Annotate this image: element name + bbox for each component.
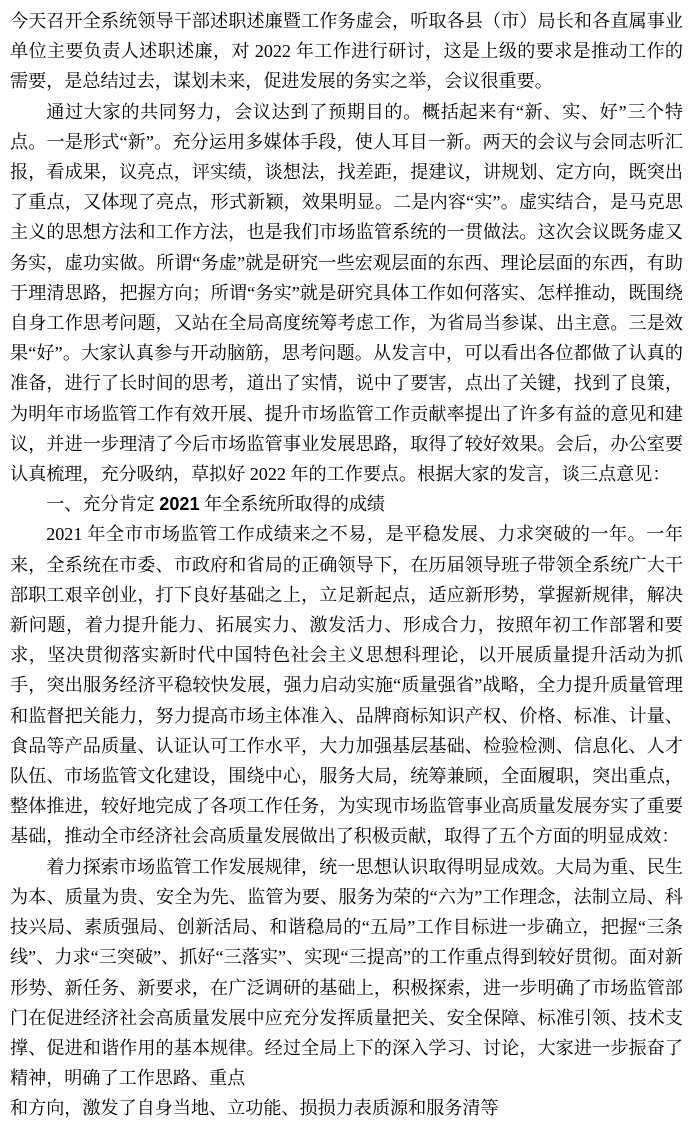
heading-year: 2021 [159,494,200,515]
paragraph-achievement-one: 着力探索市场监管工作发展规律，统一思想认识取得明显成效。大局为重、民生为本、质量为贵、安全为先、监管为要、服务为荣的“六为”工作理念，法制立局、科技兴局、素质强局、创新活局、和谐稳局的“五局”工作目标进一步确立，把握“三条线”、力求“三突破”、抓好“三落实”、实现“三提高”的工作重点得到较好贯彻。面对新形势、新任务、新要求，在广泛调研的基础上，积极探索，进一步明确了市场监管部门在促进经济社会高质量发展中应充分发挥质量把关、安全保障、标准引领、技术支撑、促进和谐作用的基本规律。经过全局上下的深入学习、讨论，大家进一步振奋了精神，明确了工作思路、重点 [10,856,683,1089]
paragraph-opening: 今天召开全系统领导干部述职述廉暨工作务虚会，听取各县（市）局长和各直属事业单位主要负责人述职述廉，对 2022 年工作进行研讨，这是上级的要求是推动工作的需要，是总结过去，谋划未来，促进发展的务实之举，会议很重要。 [10,11,683,92]
heading-suffix: 年全系统所取得的成绩 [199,494,386,515]
paragraph-meeting-summary: 通过大家的共同努力，会议达到了预期目的。概括起来有“新、实、好”三个特点。一是形式“新”。充分运用多媒体手段，使人耳目一新。两天的会议与会同志听汇报，看成果，议亮点，评实绩，谈想法，找差距，提建议，讲规划、定方向，既突出了重点，又体现了亮点，形式新颖，效果明显。二是内容“实”。虚实结合，是马克思主义的思想方法和工作方法，也是我们市场监管系统的一贯做法。这次会议既务虚又务实，虚功实做。所谓“务虚”就是研究一些宏观层面的东西、理论层面的东西，有助于理清思路，把握方向；所谓“务实”就是研究具体工作如何落实、怎样推动，既围绕自身工作思考问题，又站在全局高度统筹考虑工作，为省局当参谋、出主意。三是效果“好”。大家认真参与开动脑筋，思考问题。从发言中，可以看出各位都做了认真的准备，进行了长时间的思考，道出了实情，说中了要害，点出了关键，找到了良策，为明年市场监管工作有效开展、提升市场监管工作贡献率提出了许多有益的意见和建议，并进一步理清了今后市场监管事业发展思路，取得了较好效果。会后，办公室要认真梳理，充分吸纳，草拟好 2022 年的工作要点。根据大家的发言，谈三点意见： [10,101,683,485]
heading-section-one [10,489,683,519]
document-body [10,6,683,1124]
paragraph-2021-overview: 2021 年全市市场监管工作成绩来之不易，是平稳发展、力求突破的一年。一年来，全系统在市委、市政府和省局的正确领导下，在历届领导班子带领全系统广大干部职工艰辛创业，打下良好基础之上，立足新起点，适应新形势，掌握新规律，解决新问题，着力提升能力、拓展实力、激发活力、形成合力，按照年初工作部署和要求，坚决贯彻落实新时代中国特色社会主义思想科理论，以开展质量提升活动为抓手，突出服务经济平稳较快发展，强力启动实施“质量强省”战略，全力提升质量管理和监督把关能力，努力提高市场主体准入、品牌商标知识产权、价格、标准、计量、食品等产品质量、认证认可工作水平，大力加强基层基础、检验检测、信息化、人才队伍、市场监管文化建设，围绕中心，服务大局，统筹兼顾，全面履职，突出重点，整体推进，较好地完成了各项工作任务，为实现市场监管事业高质量发展夯实了重要基础，推动全市经济社会高质量发展做出了积极贡献，取得了五个方面的明显成效： [10,524,683,847]
paragraph-cut-off: 和方向，激发了自身当地、立功能、损损力表质源和服务清等 [10,1098,499,1119]
heading-prefix: 一、充分肯定 [46,494,160,515]
